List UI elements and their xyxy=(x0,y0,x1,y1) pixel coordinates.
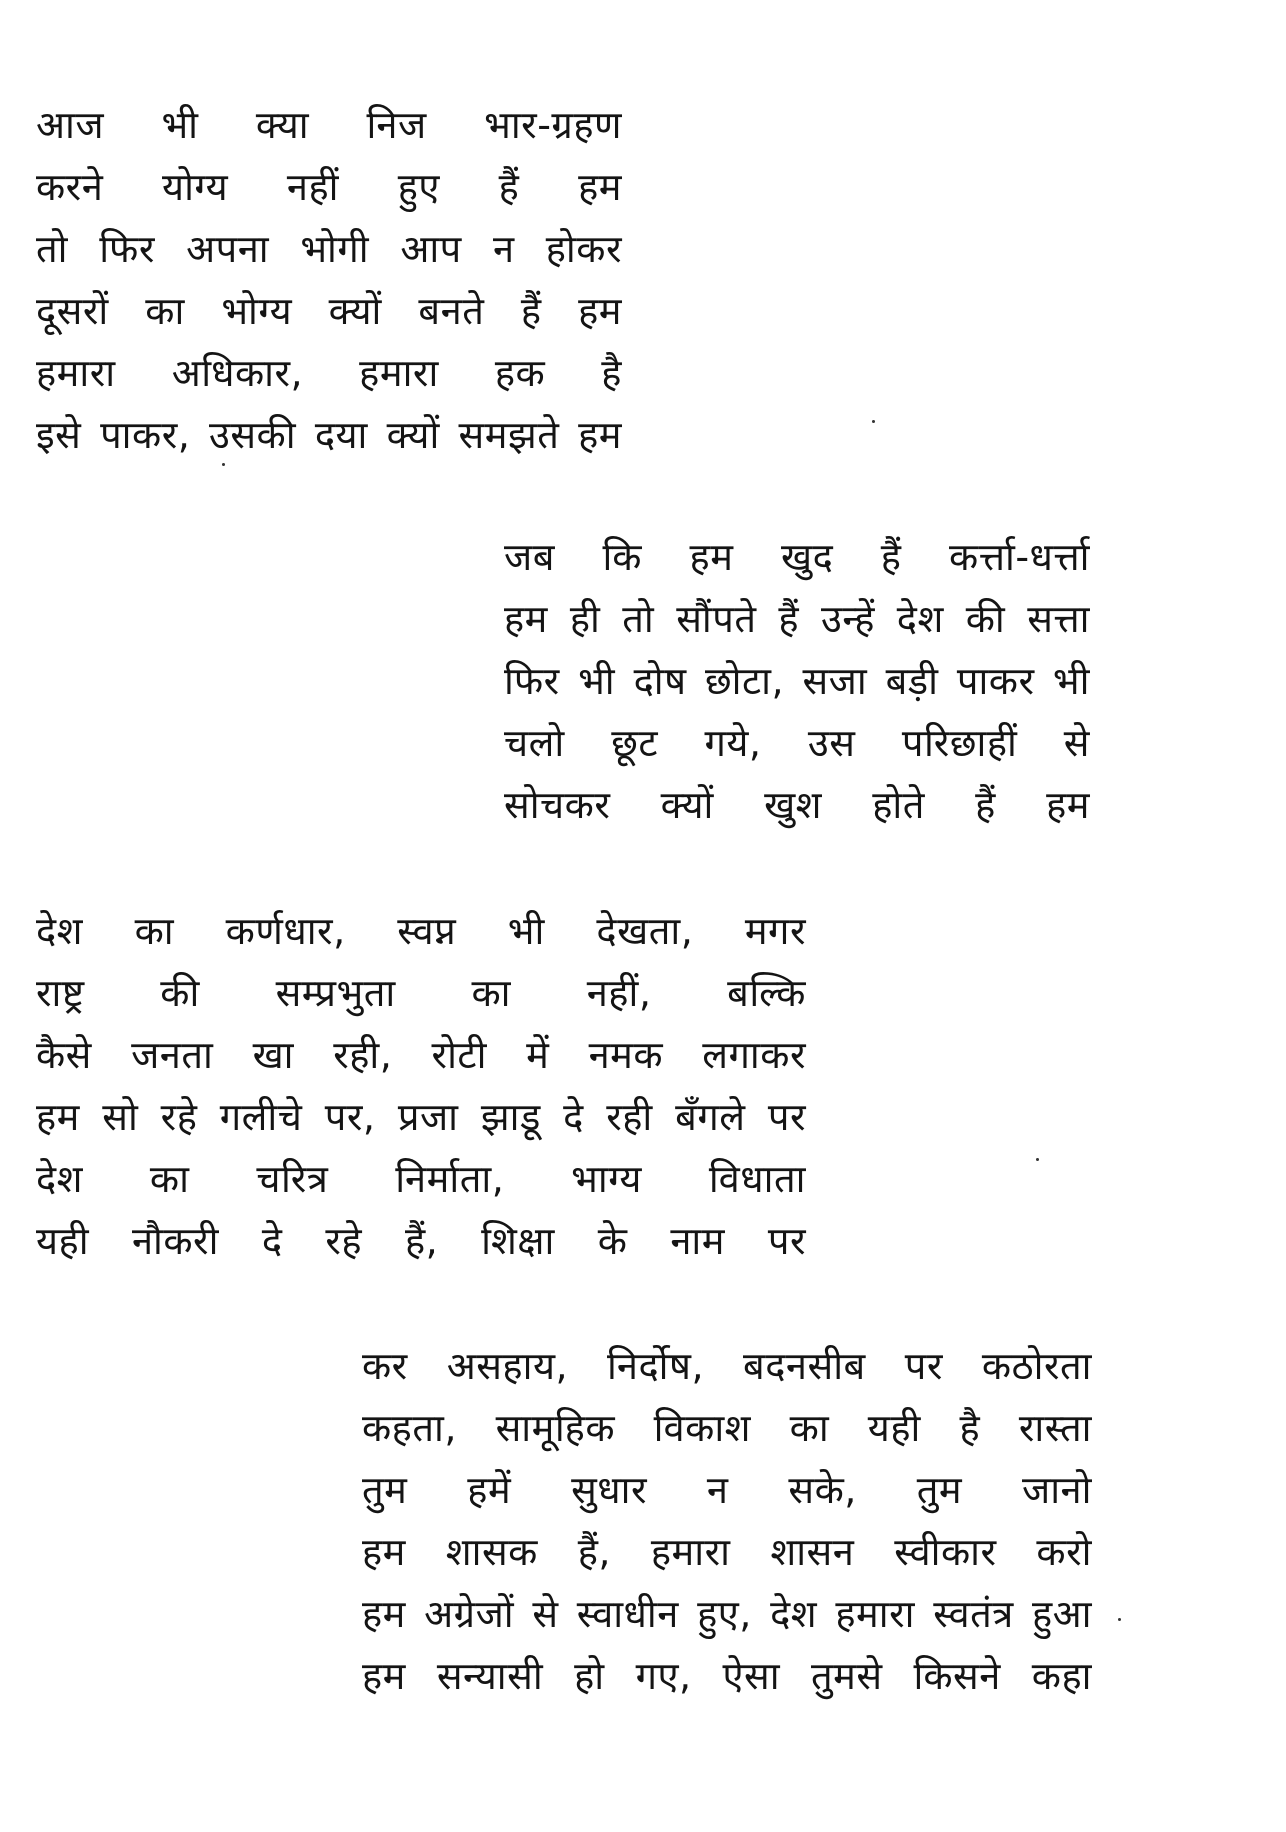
scan-speck xyxy=(1036,1158,1039,1161)
poem-line: फिर भी दोष छोटा, सजा बड़ी पाकर भी xyxy=(504,659,1090,703)
poem-line: इसे पाकर, उसकी दया क्यों समझते हम xyxy=(36,413,622,457)
poem-line: देश का कर्णधार, स्वप्न भी देखता, मगर xyxy=(36,909,806,953)
poem-line: जब कि हम खुद हैं कर्त्ता-धर्त्ता xyxy=(504,535,1090,579)
poem-line: तुम हमें सुधार न सके, तुम जानो xyxy=(362,1468,1092,1512)
poem-line: राष्ट्र की सम्प्रभुता का नहीं, बल्कि xyxy=(36,971,806,1015)
poem-line: सोचकर क्यों खुश होते हैं हम xyxy=(504,783,1090,827)
poem-line: तो फिर अपना भोगी आप न होकर xyxy=(36,227,622,271)
scan-speck xyxy=(1118,1618,1121,1621)
poem-line: कैसे जनता खा रही, रोटी में नमक लगाकर xyxy=(36,1033,806,1077)
poem-line: हम अग्रेजों से स्वाधीन हुए, देश हमारा स्वतंत्र हुआ xyxy=(362,1592,1092,1636)
poem-line: कहता, सामूहिक विकाश का यही है रास्ता xyxy=(362,1406,1092,1450)
poem-line: आज भी क्या निज भार-ग्रहण xyxy=(36,103,622,147)
poem-line: हमारा अधिकार, हमारा हक है xyxy=(36,351,622,395)
poem-line: हम शासक हैं, हमारा शासन स्वीकार करो xyxy=(362,1530,1092,1574)
poem-line: दूसरों का भोग्य क्यों बनते हैं हम xyxy=(36,289,622,333)
poem-line: चलो छूट गये, उस परिछाहीं से xyxy=(504,721,1090,765)
poem-line: हम ही तो सौंपते हैं उन्हें देश की सत्ता xyxy=(504,597,1090,641)
poem-line: यही नौकरी दे रहे हैं, शिक्षा के नाम पर xyxy=(36,1219,806,1263)
stanza-2 xyxy=(504,526,1090,836)
poem-line: कर असहाय, निर्दोष, बदनसीब पर कठोरता xyxy=(362,1344,1092,1388)
scan-speck xyxy=(222,463,225,466)
stanza-1 xyxy=(36,94,622,466)
poem-line: करने योग्य नहीं हुए हैं हम xyxy=(36,165,622,209)
poem-line: देश का चरित्र निर्माता, भाग्य विधाता xyxy=(36,1157,806,1201)
poem-line: हम सन्यासी हो गए, ऐसा तुमसे किसने कहा xyxy=(362,1654,1092,1698)
stanza-3 xyxy=(36,900,806,1272)
poem-line: हम सो रहे गलीचे पर, प्रजा झाडू दे रही बँगले पर xyxy=(36,1095,806,1139)
scan-speck xyxy=(872,420,875,423)
stanza-4 xyxy=(362,1335,1092,1707)
